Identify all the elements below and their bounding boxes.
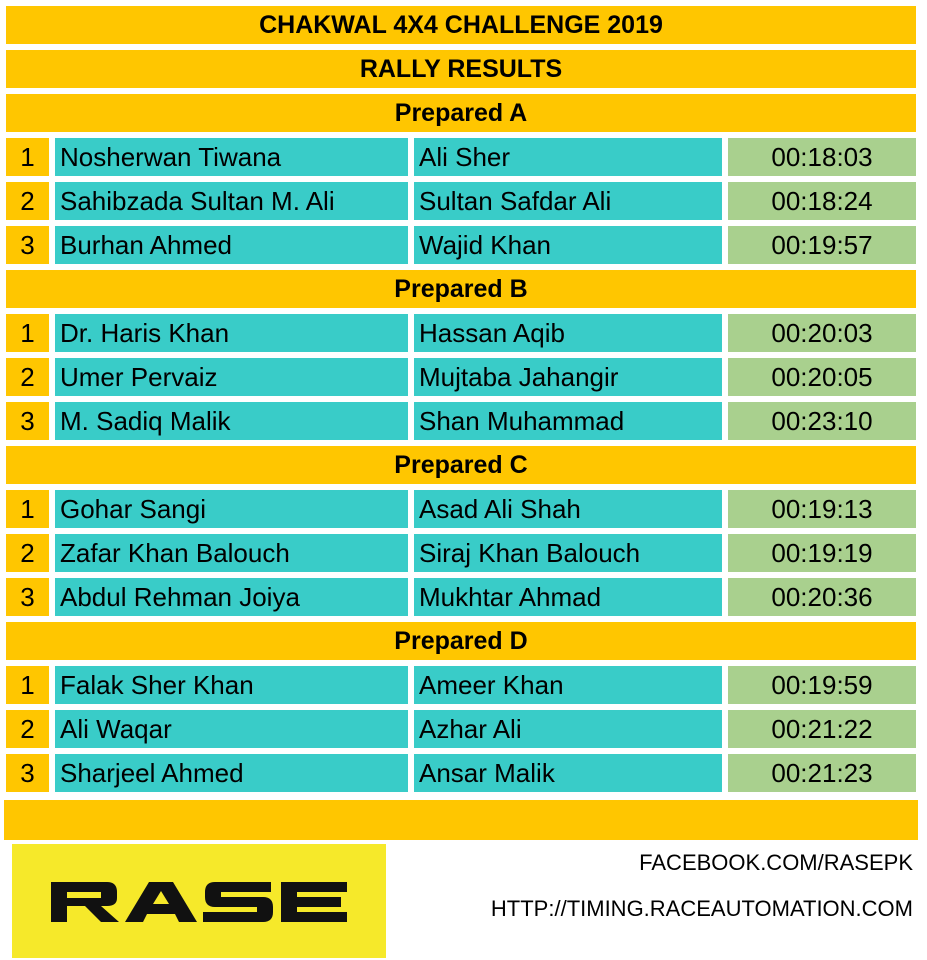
table-row bbox=[6, 754, 916, 792]
codriver-cell: Azhar Ali bbox=[414, 710, 722, 748]
table-row bbox=[6, 534, 916, 572]
codriver-cell: Wajid Khan bbox=[414, 226, 722, 264]
footer-band bbox=[4, 800, 918, 840]
time-cell: 00:20:03 bbox=[728, 314, 916, 352]
rase-logo-icon bbox=[49, 876, 349, 926]
category-list bbox=[6, 94, 916, 792]
results-table bbox=[6, 6, 916, 798]
driver-cell: Sahibzada Sultan M. Ali bbox=[55, 182, 408, 220]
position-cell: 1 bbox=[6, 490, 49, 528]
table-row bbox=[6, 490, 916, 528]
table-row bbox=[6, 226, 916, 264]
codriver-cell: Asad Ali Shah bbox=[414, 490, 722, 528]
table-row bbox=[6, 138, 916, 176]
position-cell: 3 bbox=[6, 402, 49, 440]
category-heading: Prepared C bbox=[6, 446, 916, 484]
position-cell: 1 bbox=[6, 138, 49, 176]
website-link[interactable]: HTTP://TIMING.RACEAUTOMATION.COM bbox=[490, 896, 913, 921]
facebook-link[interactable]: FACEBOOK.COM/RASEPK bbox=[639, 850, 913, 875]
rase-logo bbox=[12, 844, 386, 958]
driver-cell: Ali Waqar bbox=[55, 710, 408, 748]
position-cell: 1 bbox=[6, 314, 49, 352]
position-cell: 3 bbox=[6, 226, 49, 264]
contact-info bbox=[491, 848, 913, 940]
position-cell: 2 bbox=[6, 710, 49, 748]
table-row bbox=[6, 358, 916, 396]
driver-cell: Dr. Haris Khan bbox=[55, 314, 408, 352]
position-cell: 2 bbox=[6, 534, 49, 572]
codriver-cell: Hassan Aqib bbox=[414, 314, 722, 352]
results-subtitle: RALLY RESULTS bbox=[6, 50, 916, 88]
table-row bbox=[6, 402, 916, 440]
table-row bbox=[6, 314, 916, 352]
event-title: CHAKWAL 4X4 CHALLENGE 2019 bbox=[6, 6, 916, 44]
codriver-cell: Mujtaba Jahangir bbox=[414, 358, 722, 396]
driver-cell: Sharjeel Ahmed bbox=[55, 754, 408, 792]
codriver-cell: Mukhtar Ahmad bbox=[414, 578, 722, 616]
time-cell: 00:20:36 bbox=[728, 578, 916, 616]
table-row bbox=[6, 182, 916, 220]
category-heading: Prepared B bbox=[6, 270, 916, 308]
driver-cell: Falak Sher Khan bbox=[55, 666, 408, 704]
time-cell: 00:23:10 bbox=[728, 402, 916, 440]
time-cell: 00:18:03 bbox=[728, 138, 916, 176]
position-cell: 3 bbox=[6, 578, 49, 616]
table-row bbox=[6, 710, 916, 748]
driver-cell: Burhan Ahmed bbox=[55, 226, 408, 264]
driver-cell: M. Sadiq Malik bbox=[55, 402, 408, 440]
position-cell: 2 bbox=[6, 358, 49, 396]
driver-cell: Umer Pervaiz bbox=[55, 358, 408, 396]
table-row bbox=[6, 578, 916, 616]
position-cell: 1 bbox=[6, 666, 49, 704]
driver-cell: Nosherwan Tiwana bbox=[55, 138, 408, 176]
time-cell: 00:21:22 bbox=[728, 710, 916, 748]
driver-cell: Zafar Khan Balouch bbox=[55, 534, 408, 572]
time-cell: 00:18:24 bbox=[728, 182, 916, 220]
position-cell: 3 bbox=[6, 754, 49, 792]
time-cell: 00:21:23 bbox=[728, 754, 916, 792]
time-cell: 00:19:57 bbox=[728, 226, 916, 264]
table-row bbox=[6, 666, 916, 704]
category-heading: Prepared A bbox=[6, 94, 916, 132]
time-cell: 00:19:19 bbox=[728, 534, 916, 572]
time-cell: 00:20:05 bbox=[728, 358, 916, 396]
codriver-cell: Siraj Khan Balouch bbox=[414, 534, 722, 572]
codriver-cell: Shan Muhammad bbox=[414, 402, 722, 440]
codriver-cell: Sultan Safdar Ali bbox=[414, 182, 722, 220]
time-cell: 00:19:59 bbox=[728, 666, 916, 704]
position-cell: 2 bbox=[6, 182, 49, 220]
codriver-cell: Ansar Malik bbox=[414, 754, 722, 792]
driver-cell: Gohar Sangi bbox=[55, 490, 408, 528]
category-heading: Prepared D bbox=[6, 622, 916, 660]
driver-cell: Abdul Rehman Joiya bbox=[55, 578, 408, 616]
codriver-cell: Ameer Khan bbox=[414, 666, 722, 704]
time-cell: 00:19:13 bbox=[728, 490, 916, 528]
codriver-cell: Ali Sher bbox=[414, 138, 722, 176]
